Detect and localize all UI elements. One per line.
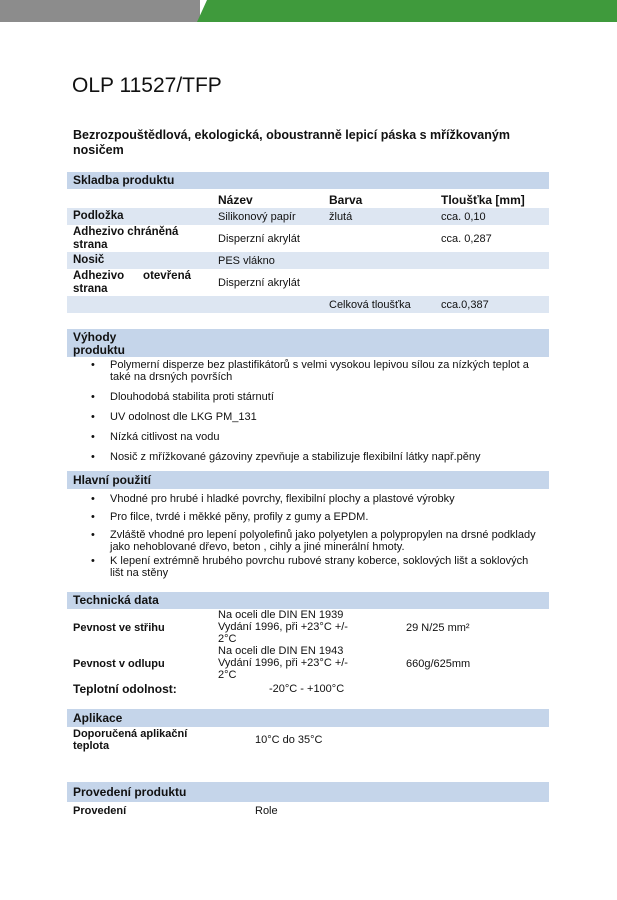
section-execution: Provedení produktu <box>67 782 549 802</box>
col-header-name: Název <box>218 193 253 207</box>
shear-strength-method: Na oceli dle DIN EN 1939 Vydání 1996, při +23°C +/- 2°C <box>218 609 348 645</box>
row-color: žlutá <box>329 211 353 223</box>
list-item: • Polymerní disperze bez plastifikátorů s velmi vysokou lepivou sílou za nízkých teplot a také na drsných površích <box>74 359 544 383</box>
row-name: PES vlákno <box>218 255 275 267</box>
row-thickness: cca. 0,287 <box>441 233 492 245</box>
row-name: Disperzní akrylát <box>218 233 300 245</box>
product-subtitle: Bezrozpouštědlová, ekologická, oboustranně lepicí páska s mřížkovaným nosičem <box>73 128 510 157</box>
list-item: • Zvláště vhodné pro lepení polyolefinů jako polyetylen a polypropylen na drsné podklady jako nehoblované dřevo, beton , cihly a jiné minerální hmoty. <box>74 529 544 553</box>
shear-strength-label: Pevnost ve střihu <box>73 622 165 634</box>
advantages-list <box>74 359 544 463</box>
col-header-thickness: Tloušťka [mm] <box>441 193 525 207</box>
table-row-bg <box>67 252 549 269</box>
section-uses: Hlavní použití <box>67 471 549 489</box>
shear-strength-value: 29 N/25 mm² <box>406 622 470 634</box>
list-item: • Pro filce, tvrdé i měkké pěny, profily z gumy a EPDM. <box>74 511 544 523</box>
temperature-resistance-value: -20°C - +100°C <box>269 683 345 695</box>
total-thickness-label: Celková tloušťka <box>329 299 411 311</box>
execution-value: Role <box>255 805 278 817</box>
section-application: Aplikace <box>67 709 549 727</box>
section-composition: Skladba produktu <box>67 172 549 189</box>
list-item: • Dlouhodobá stabilita proti stárnutí <box>74 391 544 403</box>
uses-list <box>74 493 544 579</box>
col-header-color: Barva <box>329 193 363 207</box>
execution-label: Provedení <box>73 805 127 817</box>
header-gray-stripe <box>0 0 200 22</box>
section-technical: Technická data <box>67 592 549 609</box>
application-temp-label: Doporučená aplikační teplota <box>73 728 188 752</box>
list-item: • UV odolnost dle LKG PM_131 <box>74 411 544 423</box>
peel-strength-value: 660g/625mm <box>406 658 471 670</box>
list-item: • K lepení extrémně hrubého povrchu rubové strany koberce, soklových lišt a soklových lišt na stěny <box>74 555 544 579</box>
section-advantages <box>67 329 549 357</box>
product-title: OLP 11527/TFP <box>72 74 222 97</box>
header-green-stripe <box>197 0 617 22</box>
application-temp-value: 10°C do 35°C <box>255 734 323 746</box>
row-thickness: cca. 0,10 <box>441 211 486 223</box>
list-item: • Nízká citlivost na vodu <box>74 431 544 443</box>
peel-strength-label: Pevnost v odlupu <box>73 658 165 670</box>
row-name: Disperzní akrylát <box>218 277 300 289</box>
row-part: Adhezivo chráněná strana <box>73 226 179 251</box>
row-part: Nosič <box>73 254 105 266</box>
temperature-resistance-label: Teplotní odolnost: <box>73 682 177 696</box>
peel-strength-method: Na oceli dle DIN EN 1943 Vydání 1996, při +23°C +/- 2°C <box>218 645 348 681</box>
header-bar <box>0 0 617 22</box>
total-thickness-value: cca.0,387 <box>441 299 489 311</box>
list-item: • Nosič z mřížkované gázoviny zpevňuje a stabilizuje flexibilní látky např.pěny <box>74 451 544 463</box>
row-part: Podložka <box>73 210 124 222</box>
row-name: Silikonový papír <box>218 211 296 223</box>
section-advantages-title: Výhody produktu <box>73 330 125 357</box>
list-item: • Vhodné pro hrubé i hladké povrchy, flexibilní plochy a plastové výrobky <box>74 493 544 505</box>
row-part: Adhezivo otevřená strana <box>73 270 191 295</box>
